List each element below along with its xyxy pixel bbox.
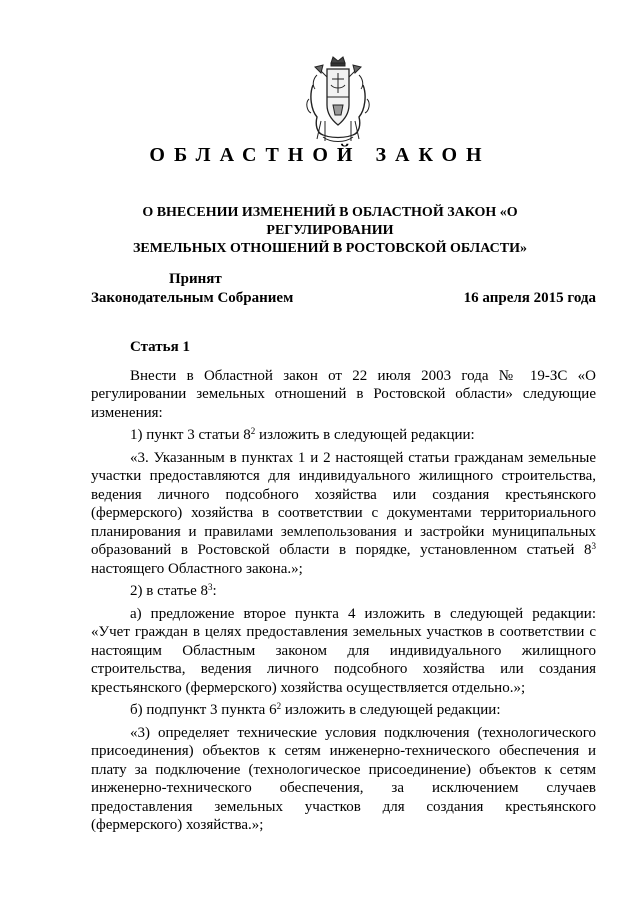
document-body	[91, 338, 596, 839]
item-2b-sup: 2	[276, 701, 282, 711]
item-1-sup: 2	[250, 426, 256, 436]
item-2b-text: б) подпункт 3 пункта 6	[130, 702, 277, 718]
quote-3	[91, 449, 596, 579]
document-title: ОБЛАСТНОЙ ЗАКОН	[149, 144, 491, 166]
item-1-text: 1) пункт 3 статьи 8	[130, 427, 251, 443]
item-2-text: 2) в статье 8	[130, 583, 209, 599]
quote-3-text-end: настоящего Областного закона.»;	[91, 560, 303, 577]
item-2a: а) предложение второе пункта 4 изложить в следующей редакции: «Учет граждан в целях предоставления земельных участков в соответствии с настоящим Областным законом для индивидуального жилищного строительства, ведения личного подсобного хозяйства или создания крестьянского (фермерского) хозяйства осуществляется отдельно.»;	[91, 605, 596, 696]
article-heading: Статья 1	[130, 339, 190, 355]
adoption-block	[91, 270, 293, 308]
item-1	[91, 426, 596, 445]
item-2-sup: 3	[208, 582, 213, 592]
coat-of-arms-icon	[303, 55, 373, 145]
adopted-label: Принят	[169, 271, 222, 287]
article-intro: Внести в Областной закон от 22 июля 2003 года № 19-ЗС «О регулировании земельных отношений в Ростовской области» следующие изменения:	[91, 367, 596, 421]
item-1-text-end: изложить в следующей редакции:	[255, 427, 475, 443]
quote-3-sup: 3	[591, 541, 596, 551]
item-2	[91, 582, 596, 601]
subtitle-line-1: О ВНЕСЕНИИ ИЗМЕНЕНИЙ В ОБЛАСТНОЙ ЗАКОН «О РЕГУЛИРОВАНИИ	[142, 205, 518, 238]
item-2b	[91, 701, 596, 720]
subitem-3: «3) определяет технические условия подключения (технологического присоединения) объектов к сетям инженерно-технического обеспечения и плату за подключение (технологическое присоединение) объектов к сетям инженерно-технического обеспечения, за исключением случаев предоставления земельных участков для создания крестьянского (фермерского) хозяйства.»;	[91, 724, 596, 833]
subtitle-line-2: ЗЕМЕЛЬНЫХ ОТНОШЕНИЙ В РОСТОВСКОЙ ОБЛАСТИ»	[133, 241, 527, 256]
adopted-by: Законодательным Собранием	[91, 290, 294, 306]
item-2b-text-end: изложить в следующей редакции:	[281, 702, 501, 718]
document-subtitle	[100, 204, 560, 258]
item-2-text-end: :	[212, 583, 217, 599]
adoption-date: 16 апреля 2015 года	[463, 290, 596, 306]
quote-3-text: «3. Указанным в пунктах 1 и 2 настоящей статьи гражданам земельные участки предоставляются для индивидуального жилищного строительства, ведения личного подсобного хозяйства или создания крестьянского (фермерского) хозяйства в соответствии с документами территориального планирования и правилами землепользования и застройки муниципальных образований в Ростовской области в порядке, установленном статьей 8	[91, 449, 596, 558]
